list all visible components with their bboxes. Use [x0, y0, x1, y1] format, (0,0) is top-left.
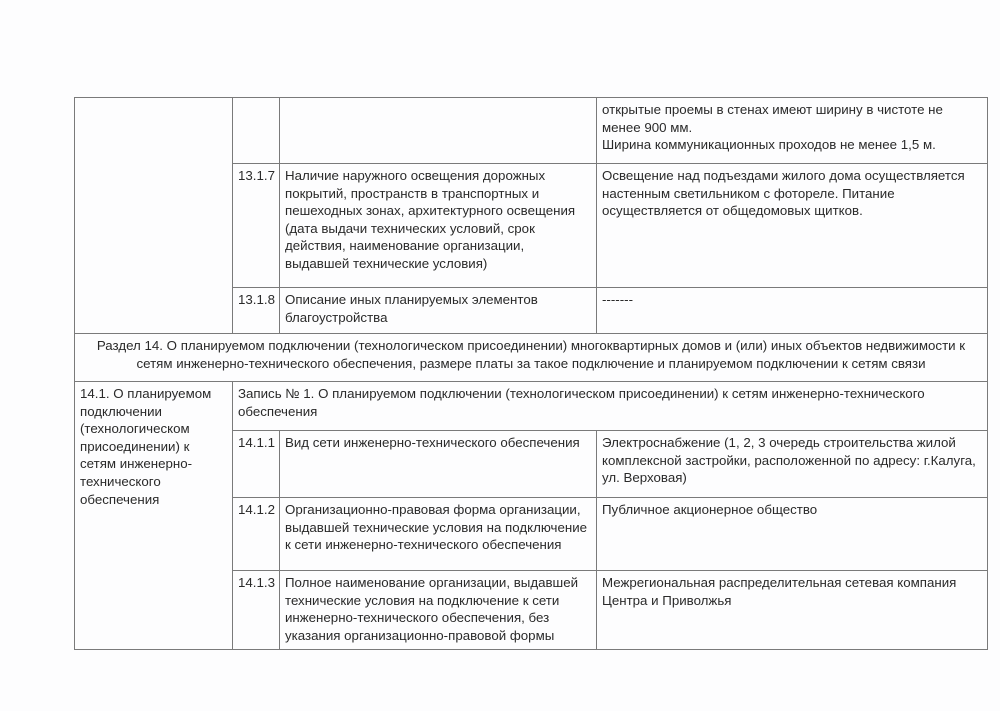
row-number: 13.1.7	[233, 164, 280, 288]
record-title-row	[75, 382, 988, 431]
row-value: Освещение над подъездами жилого дома осуществляется настенным светильником с фотореле. Питание осуществляется от общедомовых щитков.	[597, 164, 988, 288]
empty-group-cell	[75, 98, 233, 334]
row-number: 14.1.1	[233, 431, 280, 498]
row-label: Организационно-правовая форма организации, выдавшей технические условия на подключение к сети инженерно-технического обеспечения	[280, 498, 597, 571]
value-cell	[597, 98, 988, 164]
project-declaration-table	[74, 97, 988, 650]
row-label: Вид сети инженерно-технического обеспечения	[280, 431, 597, 498]
group-label-14-1: 14.1. О планируемом подключении (технологическом присоединении) к сетям инженерно-технического обеспечения	[75, 382, 233, 650]
row-label: Описание иных планируемых элементов благоустройства	[280, 288, 597, 334]
section-14-header: Раздел 14. О планируемом подключении (технологическом присоединении) многоквартирных домов и (или) иных объектов недвижимости к сетям инженерно-технического обеспечения, размере платы за такое подключение и планируемом подключении к сетям связи	[75, 334, 988, 382]
row-value: Межрегиональная распределительная сетевая компания Центра и Приволжья	[597, 571, 988, 650]
row-value: -------	[597, 288, 988, 334]
row-value: Публичное акционерное общество	[597, 498, 988, 571]
table-row-continuation	[75, 98, 988, 164]
value-line: открытые проемы в стенах имеют ширину в чистоте не менее 900 мм.	[602, 102, 943, 135]
row-label: Полное наименование организации, выдавшей технические условия на подключение к сети инженерно-технического обеспечения, без указания организационно-правовой формы	[280, 571, 597, 650]
record-title: Запись № 1. О планируемом подключении (технологическом присоединении) к сетям инженерно-технического обеспечения	[233, 382, 988, 431]
row-value: Электроснабжение (1, 2, 3 очередь строительства жилой комплексной застройки, расположенной по адресу: г.Калуга, ул. Верховая)	[597, 431, 988, 498]
row-label: Наличие наружного освещения дорожных покрытий, пространств в транспортных и пешеходных зонах, архитектурного освещения (дата выдачи технических условий, срок действия, наименование организации, выдавшей технические условия)	[280, 164, 597, 288]
empty-label-cell	[280, 98, 597, 164]
empty-num-cell	[233, 98, 280, 164]
section-14-header-row	[75, 334, 988, 382]
value-line: Ширина коммуникационных проходов не менее 1,5 м.	[602, 137, 936, 153]
row-number: 14.1.3	[233, 571, 280, 650]
row-number: 14.1.2	[233, 498, 280, 571]
row-number: 13.1.8	[233, 288, 280, 334]
